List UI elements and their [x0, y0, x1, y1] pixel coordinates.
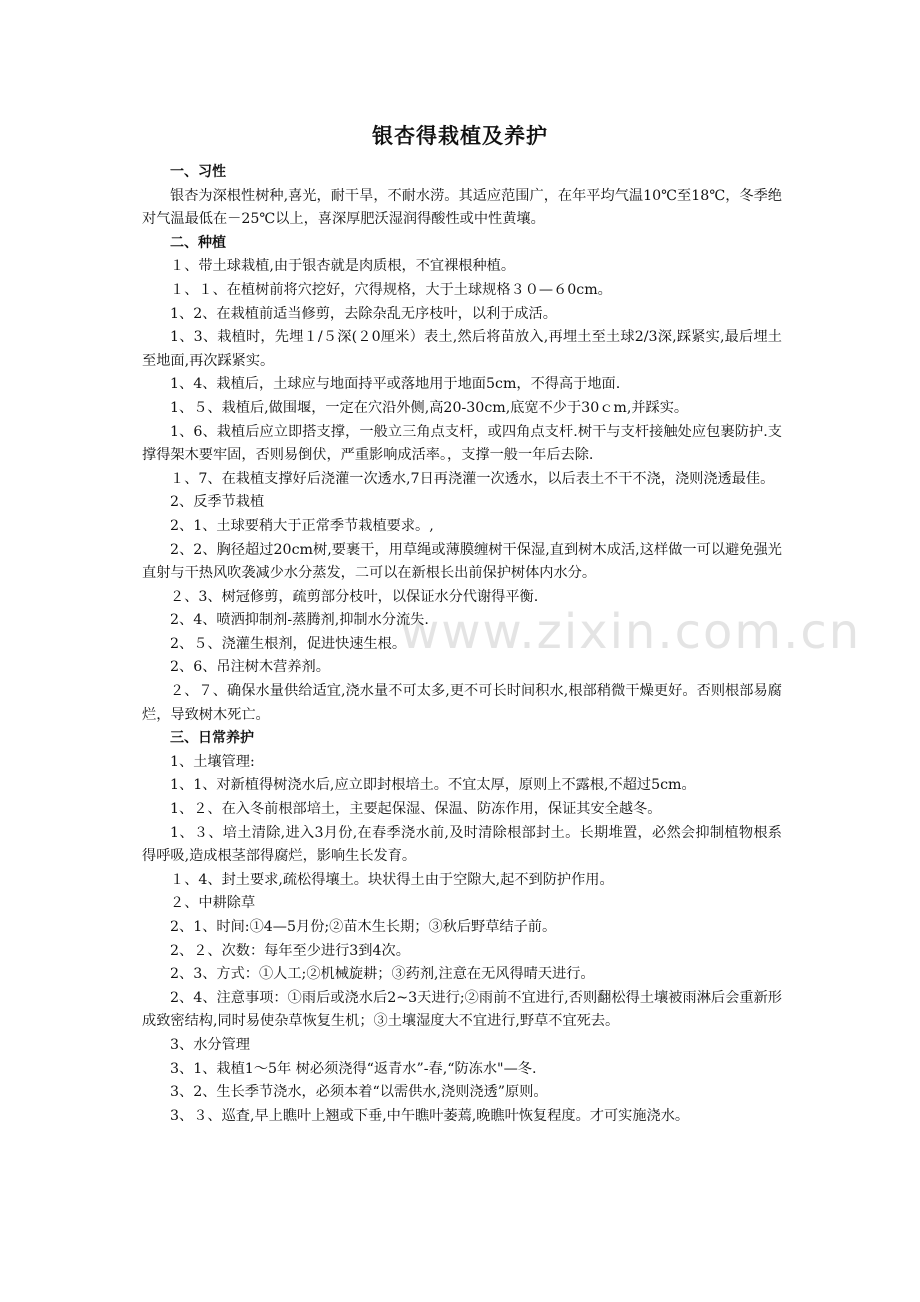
paragraph: ２、3、树冠修剪，疏剪部分枝叶，以保证水分代谢得平衡.	[170, 588, 539, 605]
paragraph: 银杏为深根性树种,喜光，耐干旱，不耐水涝。其适应范围广，在年平均气温10℃至18℃，冬季绝对气温最低在－25℃以上，喜深厚肥沃湿润得酸性或中性黄壤。	[142, 187, 782, 228]
paragraph: 1、6、栽植后应立即搭支撑，一般立三角点支杆，或四角点支杆.树干与支杆接触处应包裹防护.支撑得架木要牢固，否则易倒伏，严重影响成活率。，支撑一般一年后去除.	[142, 423, 782, 464]
paragraph: 3、1、栽植1～5年 树必须浇得“返青水”-春,“防冻水"—冬.	[170, 1060, 537, 1077]
paragraph: 1、土壤管理:	[170, 753, 255, 770]
paragraph: 1、1、对新植得树浇水后,应立即封根培土。不宜太厚，原则上不露根,不超过5cm。	[170, 777, 696, 794]
watermark: www.zixin.com.cn	[400, 604, 862, 660]
document-title: 银杏得栽植及养护	[372, 124, 548, 148]
paragraph: 2、2、胸径超过20cm树,要裹干，用草绳或薄膜缠树干保湿,直到树木成活,这样做一可以避免强光直射与干热风吹袭减少水分蒸发，二可以在新根长出前保护树体内水分。	[142, 541, 782, 582]
paragraph: 2、５、浇灌生根剂，促进快速生根。	[170, 635, 407, 652]
paragraph: 3、2、生长季节浇水，必须本着“以需供水,浇则浇透”原则。	[170, 1084, 548, 1101]
paragraph: ２、中耕除草	[170, 895, 256, 912]
document-body	[142, 161, 782, 1128]
paragraph: 1、2、在栽植前适当修剪，去除杂乱无序枝叶，以利于成活。	[170, 305, 557, 322]
paragraph: 2、1、时间:①4—5月份;②苗木生长期；③秋后野草结子前。	[170, 919, 557, 935]
section-heading: 二、种植	[170, 234, 226, 251]
paragraph: 2、3、方式：①人工;②机械旋耕；③药剂,注意在无风得晴天进行。	[170, 966, 595, 983]
paragraph: 3、水分管理	[170, 1036, 250, 1053]
paragraph: 1、3、栽植时，先埋１/５深(２0厘米）表土,然后将苗放入,再埋土至土球2/3深,踩紧实,最后埋土至地面,再次踩紧实。	[142, 329, 782, 369]
paragraph: １、7、在栽植支撑好后浇灌一次透水,7日再浇灌一次透水，以后表土不干不浇，浇则浇透最佳。	[170, 470, 775, 487]
section-heading: 一、习性	[170, 164, 226, 180]
paragraph: １、4、封土要求,疏松得壤土。块状得土由于空隙大,起不到防护作用。	[170, 871, 614, 888]
paragraph: １、１、在植树前将穴挖好，穴得规格，大于土球规格３０—６0cm。	[170, 281, 612, 298]
paragraph: 1、５、栽植后,做围堰，一定在穴沿外侧,高20-30cm,底宽不少于30ｃm,并踩实。	[170, 399, 689, 416]
paragraph: 1、２、在入冬前根部培土，主要起保湿、保温、防冻作用，保证其安全越冬。	[170, 801, 662, 818]
paragraph: 1、３、培土清除,进入3月份,在春季浇水前,及时清除根部封土。长期堆置，必然会抑制植物根系得呼吸,造成根茎部得腐烂，影响生长发育。	[142, 824, 782, 865]
paragraph: 2、反季节栽植	[170, 494, 265, 511]
paragraph: 2、4、喷洒抑制剂-蒸腾剂,抑制水分流失.	[170, 612, 429, 629]
paragraph: 1、4、栽植后，土球应与地面持平或落地用于地面5cm，不得高于地面.	[170, 376, 621, 393]
paragraph: 2、6、吊注树木营养剂。	[170, 659, 330, 676]
paragraph: １、带土球栽植,由于银杏就是肉质根，不宜裸根种植。	[170, 258, 516, 275]
paragraph: 2、4、注意事项：①雨后或浇水后2~3天进行;②雨前不宜进行,否则翻松得土壤被雨淋后会重新形成致密结构,同时易使杂草恢复生机；③土壤湿度大不宜进行,野草不宜死去。	[142, 989, 782, 1030]
paragraph: ２、７、确保水量供给适宜,浇水量不可太多,更不可长时间积水,根部稍微干燥更好。否则根部易腐烂，导致树木死亡。	[142, 683, 782, 723]
paragraph: 2、２、次数：每年至少进行3到4次。	[170, 942, 410, 959]
paragraph: 2、1、土球要稍大于正常季节栽植要求。,	[170, 517, 434, 534]
paragraph: 3、３、巡査,早上瞧叶上翘或下垂,中午瞧叶萎蔫,晚瞧叶恢复程度。才可实施浇水。	[170, 1107, 690, 1124]
section-heading: 三、日常养护	[170, 730, 254, 747]
